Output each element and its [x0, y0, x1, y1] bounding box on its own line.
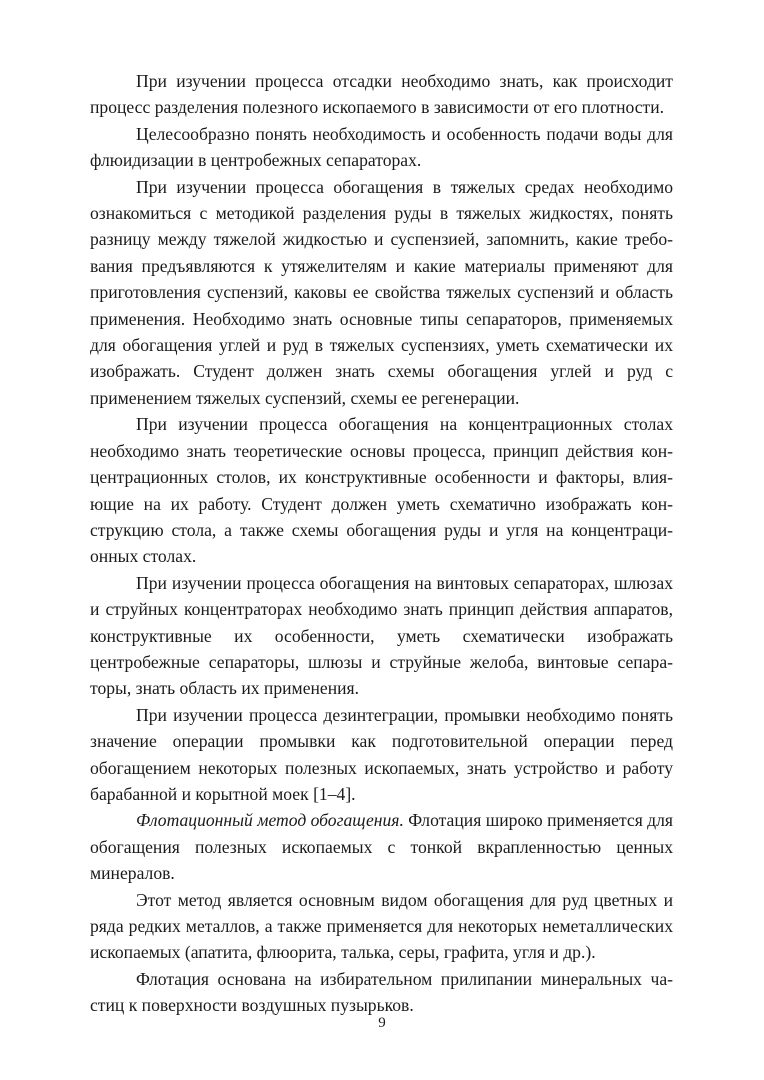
- paragraph-text: Целесообразно понять необходимость и особенность подачи воды для флюидизации в центробежных сепараторах.: [90, 123, 673, 171]
- paragraph-9: [90, 966, 673, 1019]
- paragraph-text: При изучении процесса обогащения на винтовых сепараторах, шлюзах и струйных концентраторах необходимо знать принцип действия аппаратов, конструктивные их особенности, уметь схематически изображать центробежные сепараторы, шлюзы и струйные желоба, винтовые сепараторы, знать область их применения.: [90, 572, 673, 699]
- section-heading-inline: Флотационный метод обогащения.: [136, 810, 404, 831]
- paragraph-8: [90, 887, 673, 966]
- paragraph-2: [90, 121, 673, 174]
- paragraph-1: [90, 68, 673, 121]
- paragraph-text: Этот метод является основным видом обогащения для руд цветных и ряда редких металлов, а также применяется для некоторых неметаллических ископаемых (апатита, флюорита, талька, серы, графита, угля и др.).: [90, 889, 673, 963]
- paragraph-text: При изучении процесса обогащения на концентрационных столах необходимо знать теоретические основы процесса, принцип действия концентрационных столов, их конструктивные особенности и факторы, влияющие на их работу. Студент должен уметь схематично изображать конструкцию стола, а также схемы обогащения руды и угля на концентрационных столах.: [90, 414, 673, 567]
- paragraph-text: При изучении процесса обогащения в тяжелых средах необходимо ознакомиться с методикой разделения руды в тяжелых жидкостях, понять разницу между тяжелой жидкостью и суспензией, запомнить, какие требования предъявляются к утяжелителям и какие материалы применяют для приготовления суспензий, каковы ее свойства тяжелых суспензий и область применения. Необходимо знать основные типы сепараторов, применяемых для обогащения углей и руд в тяжелых суспензиях, уметь схематически их изображать. Студент должен знать схемы обогащения углей и руд с применением тяжелых суспензий, схемы ее регенерации.: [90, 176, 673, 408]
- paragraph-text: Флотация основана на избирательном прилипании минеральных частиц к поверхности воздушных пузырьков.: [90, 968, 673, 1016]
- page-number: 9: [378, 1015, 386, 1031]
- paragraph-7: [90, 807, 673, 886]
- paragraph-text: При изучении процесса дезинтеграции, промывки необходимо понять значение операции промывки как подготовительной операции перед обогащением некоторых полезных ископаемых, знать устройство и работу барабанной и корытной моек [1–4].: [90, 704, 673, 804]
- paragraph-6: [90, 702, 673, 808]
- paragraph-4: [90, 411, 673, 569]
- paragraph-text: При изучении процесса отсадки необходимо знать, как происходит процесс разделения полезного ископаемого в зависимости от его плотности.: [90, 71, 673, 118]
- paragraph-5: [90, 570, 673, 702]
- body-text: [90, 68, 673, 1019]
- paragraph-3: [90, 174, 673, 412]
- paragraph-text: Флотация широко применяется для обогащения полезных ископаемых с тонкой вкрапленностью ценных минералов.: [90, 810, 674, 884]
